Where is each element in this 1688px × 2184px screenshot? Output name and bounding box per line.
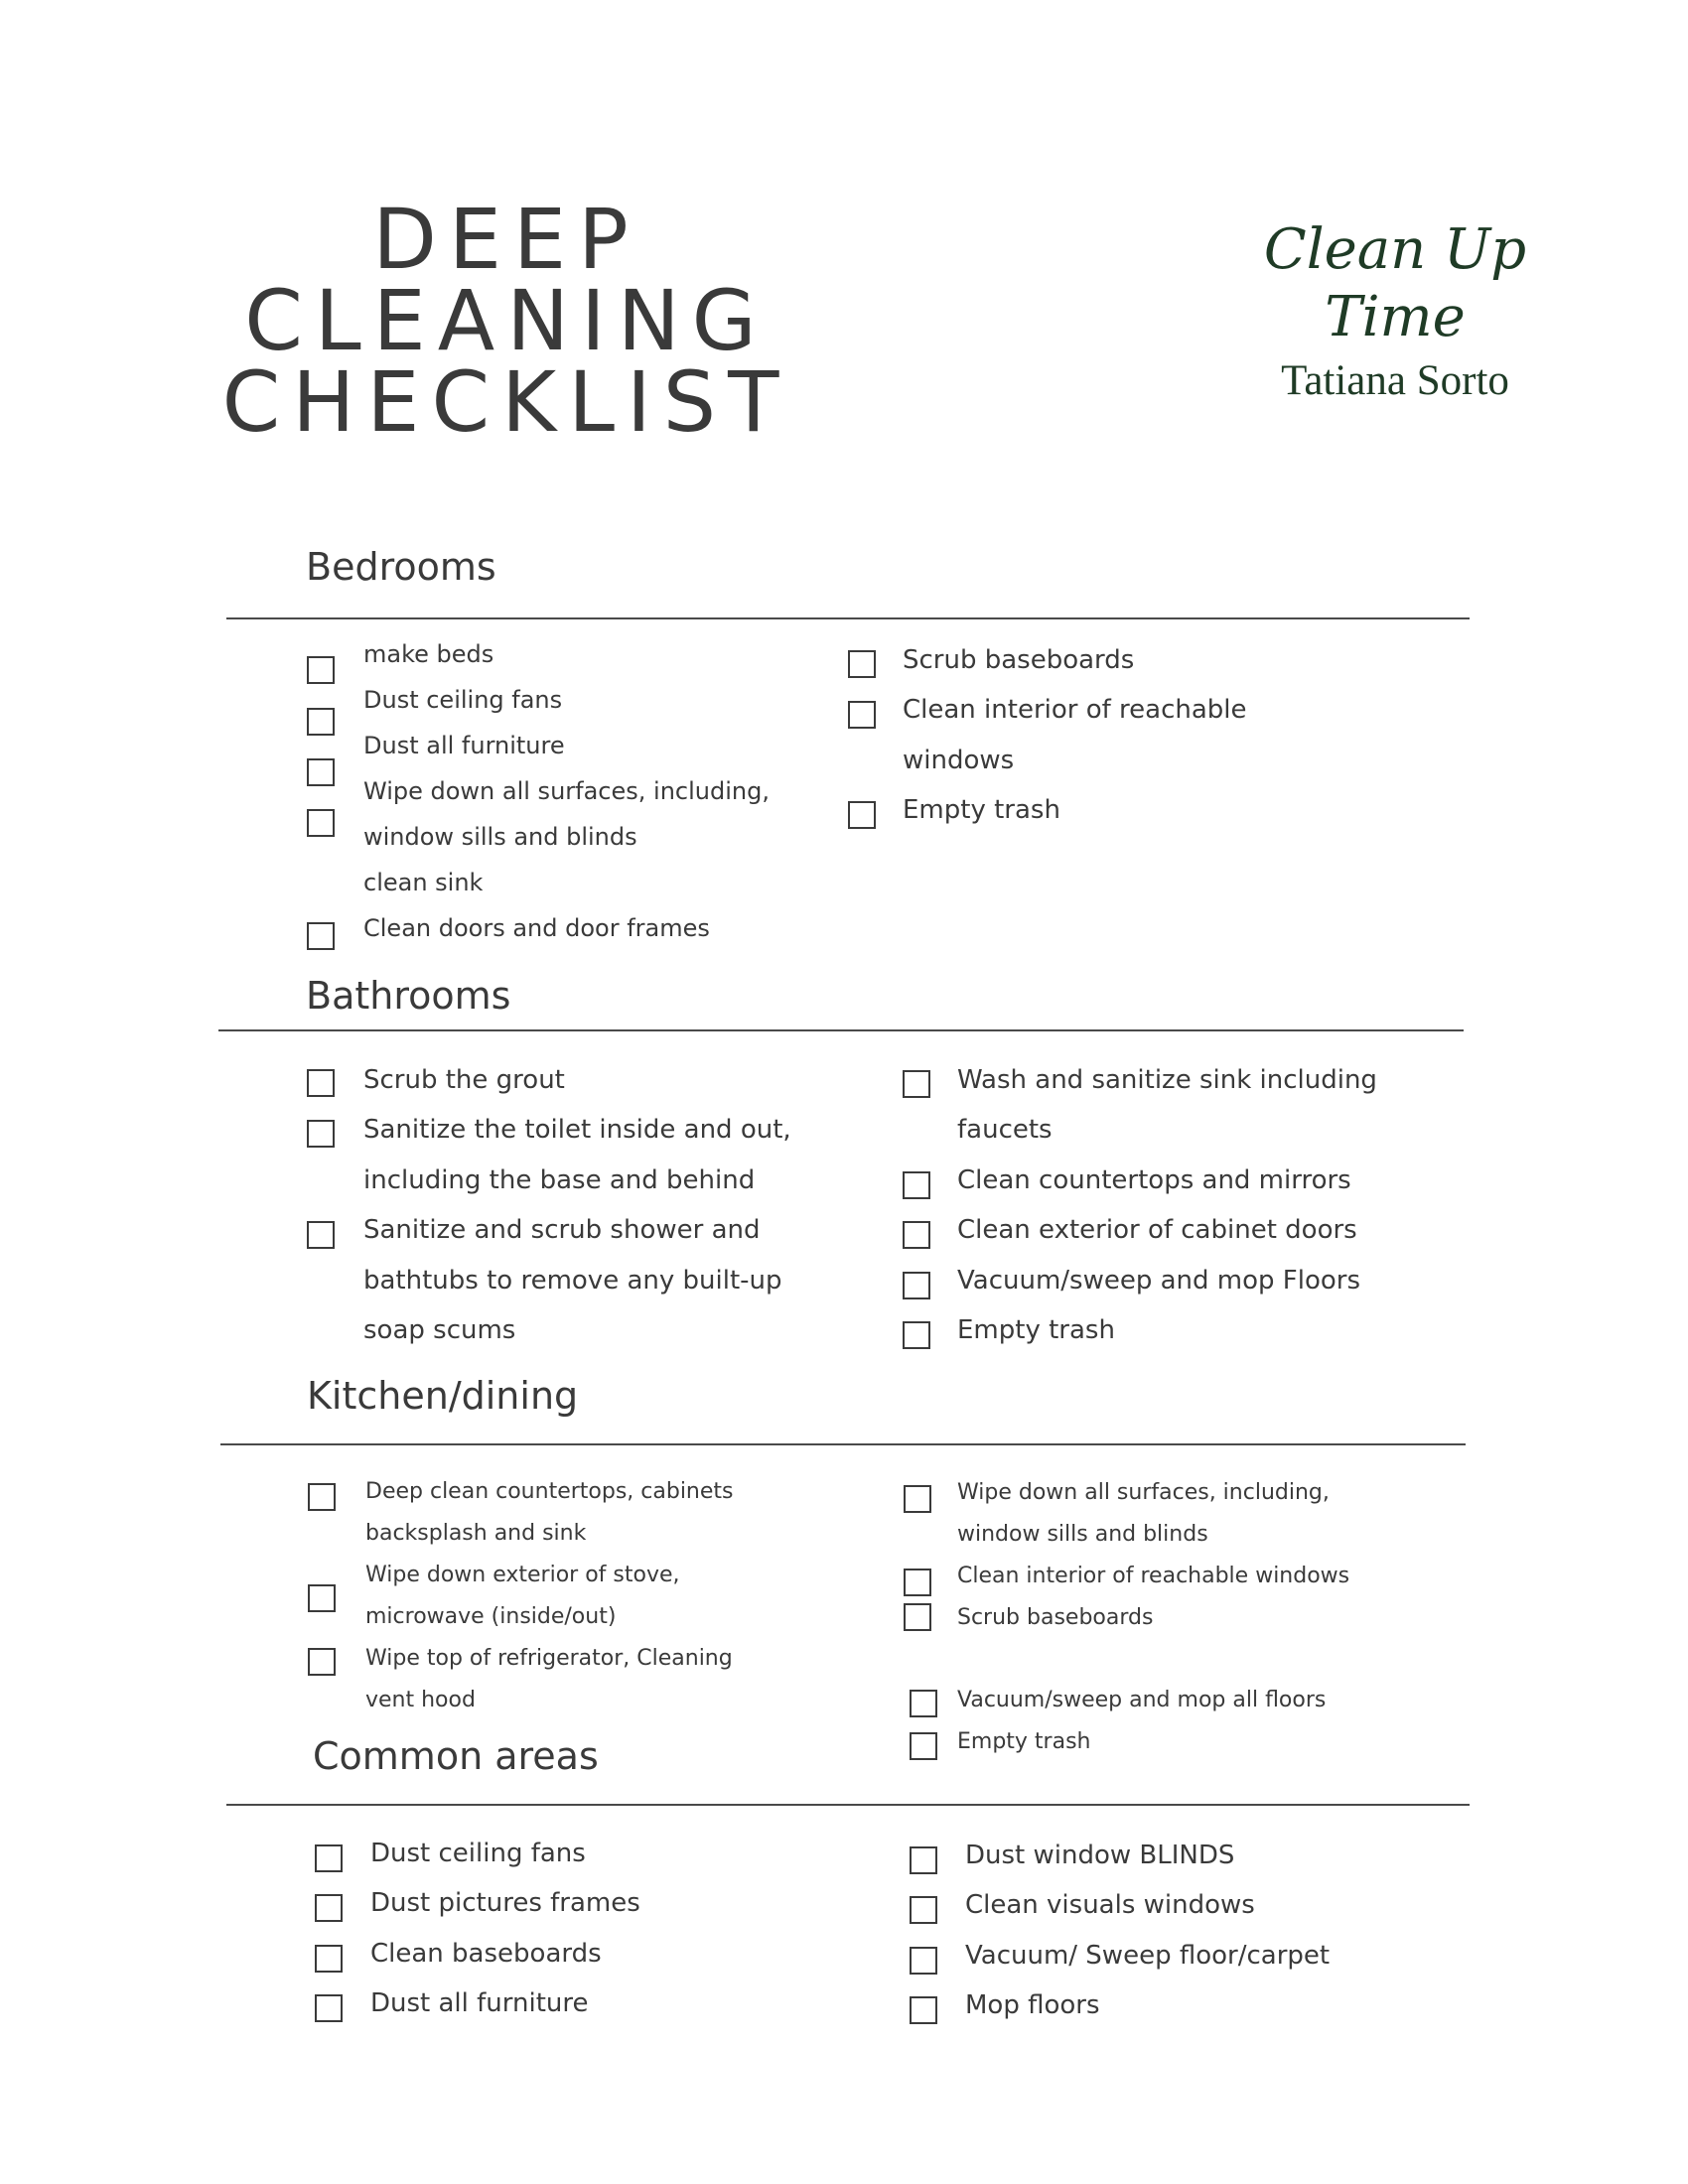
checkbox[interactable]	[307, 809, 335, 837]
checkbox[interactable]	[903, 1321, 930, 1349]
checkbox[interactable]	[307, 1221, 335, 1249]
checkbox[interactable]	[910, 1732, 937, 1760]
checklist-item: Clean interior of reachable	[903, 695, 1247, 725]
checklist-item: Wipe down exterior of stove,	[365, 1563, 680, 1587]
title-line-2: CHECKLIST	[221, 353, 791, 451]
checklist-item: Clean doors and door frames	[363, 914, 710, 942]
checkbox[interactable]	[903, 1070, 930, 1098]
checkbox[interactable]	[904, 1485, 931, 1513]
checklist-item: Scrub baseboards	[903, 645, 1135, 675]
checkbox[interactable]	[315, 1994, 343, 2022]
checkbox[interactable]	[315, 1844, 343, 1872]
checkbox[interactable]	[910, 1896, 937, 1924]
checklist-item: Sanitize and scrub shower and	[363, 1215, 761, 1245]
brand-script: Clean Up Time	[1263, 217, 1527, 349]
checklist-item: Dust window BLINDS	[965, 1841, 1235, 1870]
checklist-item: Vacuum/sweep and mop Floors	[957, 1266, 1361, 1296]
checkbox[interactable]	[315, 1945, 343, 1973]
checklist-item: Dust ceiling fans	[363, 686, 563, 714]
checkbox[interactable]	[307, 758, 335, 786]
checklist-item: soap scums	[363, 1315, 516, 1345]
checkbox[interactable]	[848, 801, 876, 829]
section-title-kitchen: Kitchen/dining	[307, 1374, 579, 1418]
checkbox[interactable]	[308, 1648, 336, 1676]
checklist-item: window sills and blinds	[957, 1522, 1208, 1547]
section-title-common-areas: Common areas	[313, 1734, 599, 1778]
checklist-item: Wipe top of refrigerator, Cleaning	[365, 1646, 733, 1671]
checkbox[interactable]	[910, 1996, 937, 2024]
checklist-item: Dust all furniture	[363, 732, 565, 759]
checklist-item: Scrub the grout	[363, 1065, 565, 1095]
checklist-item: Dust pictures frames	[370, 1888, 640, 1918]
checkbox[interactable]	[307, 1120, 335, 1148]
checklist-item: Sanitize the toilet inside and out,	[363, 1115, 791, 1145]
checklist-item: make beds	[363, 640, 494, 668]
checklist-item: Empty trash	[903, 795, 1060, 825]
brand-logo	[1187, 216, 1604, 411]
checkbox[interactable]	[308, 1483, 336, 1511]
section-divider	[226, 1804, 1470, 1806]
checkbox[interactable]	[308, 1584, 336, 1612]
checkbox[interactable]	[903, 1221, 930, 1249]
checkbox[interactable]	[848, 701, 876, 729]
section-divider	[218, 1029, 1464, 1031]
checkbox[interactable]	[910, 1947, 937, 1975]
section-divider	[220, 1443, 1466, 1445]
checklist-item: faucets	[957, 1115, 1053, 1145]
checkbox[interactable]	[307, 1069, 335, 1097]
checklist-item: Dust ceiling fans	[370, 1839, 586, 1868]
checklist-item: vent hood	[365, 1688, 476, 1712]
section-divider	[226, 617, 1470, 619]
checkbox[interactable]	[307, 708, 335, 736]
checkbox[interactable]	[910, 1846, 937, 1874]
checklist-item: bathtubs to remove any built-up	[363, 1266, 782, 1296]
brand-author: Tatiana Sorto	[1281, 357, 1509, 404]
checklist-item: Clean exterior of cabinet doors	[957, 1215, 1357, 1245]
checklist-item: clean sink	[363, 869, 484, 896]
checklist-item: Clean countertops and mirrors	[957, 1165, 1351, 1195]
checkbox[interactable]	[904, 1603, 931, 1631]
checkbox[interactable]	[903, 1272, 930, 1299]
section-title-bedrooms: Bedrooms	[306, 545, 496, 589]
checklist-item: Clean visuals windows	[965, 1890, 1255, 1920]
checkbox[interactable]	[910, 1690, 937, 1717]
checklist-item: Mop floors	[965, 1990, 1100, 2020]
checklist-item: Empty trash	[957, 1315, 1115, 1345]
checkbox[interactable]	[848, 650, 876, 678]
checklist-item: Scrub baseboards	[957, 1605, 1154, 1630]
checklist-item: windows	[903, 746, 1015, 775]
checkbox[interactable]	[315, 1894, 343, 1922]
section-title-bathrooms: Bathrooms	[306, 974, 511, 1018]
checklist-item: Deep clean countertops, cabinets	[365, 1479, 734, 1504]
checklist-item: Wash and sanitize sink including	[957, 1065, 1377, 1095]
checklist-item: Clean interior of reachable windows	[957, 1564, 1350, 1588]
page-title	[109, 191, 904, 451]
checklist-item: window sills and blinds	[363, 823, 637, 851]
checklist-item: Vacuum/ Sweep floor/carpet	[965, 1941, 1331, 1971]
checklist-item: Dust all furniture	[370, 1988, 589, 2018]
checkbox[interactable]	[904, 1569, 931, 1596]
checkbox[interactable]	[903, 1171, 930, 1199]
checklist-item: Vacuum/sweep and mop all floors	[957, 1688, 1327, 1712]
checkbox[interactable]	[307, 922, 335, 950]
checklist-item: microwave (inside/out)	[365, 1604, 617, 1629]
checkbox[interactable]	[307, 656, 335, 684]
checklist-item: Empty trash	[957, 1729, 1091, 1754]
checklist-item: Clean baseboards	[370, 1939, 602, 1969]
checklist-item: including the base and behind	[363, 1165, 756, 1195]
checklist-item: Wipe down all surfaces, including,	[363, 777, 770, 805]
checklist-item: Wipe down all surfaces, including,	[957, 1480, 1330, 1505]
checklist-item: backsplash and sink	[365, 1521, 587, 1546]
title-line-1: DEEP CLEANING	[244, 191, 769, 369]
